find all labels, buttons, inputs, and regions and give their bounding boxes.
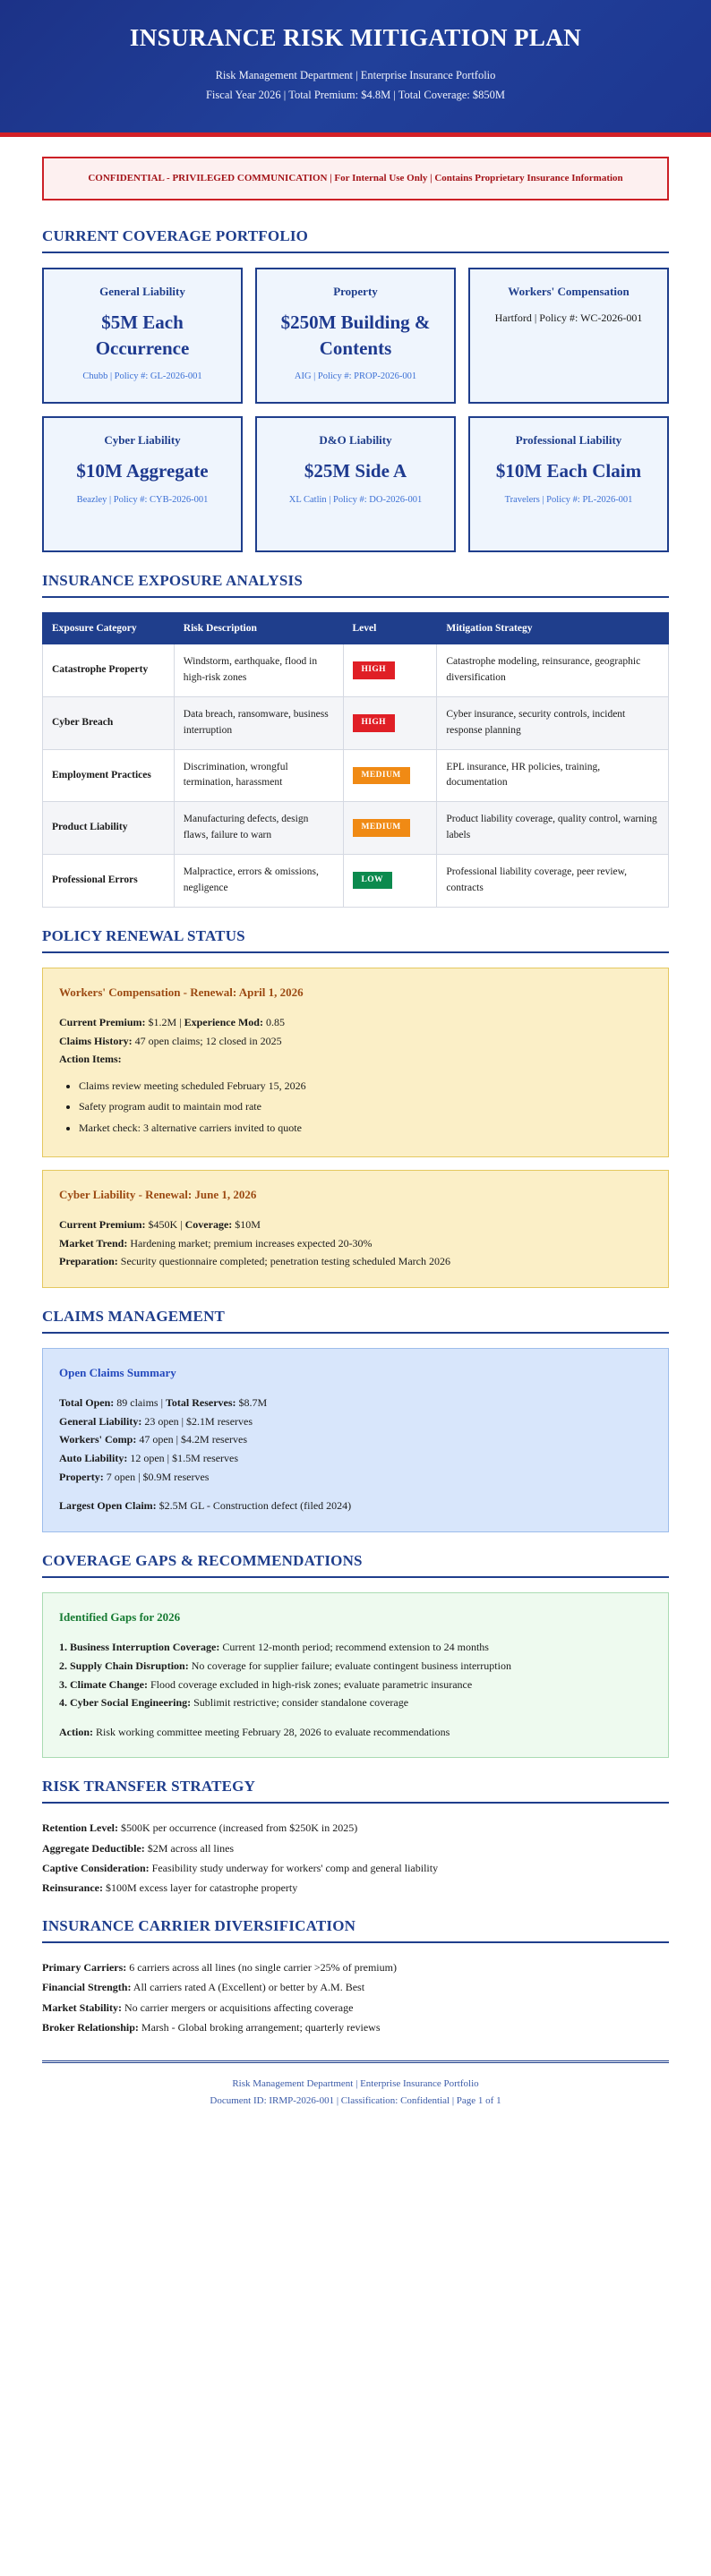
label-workers-comp: Workers' Comp: <box>59 1433 137 1446</box>
label-action: Action: <box>59 1725 93 1738</box>
coverage-card <box>255 268 456 404</box>
document-body <box>0 227 711 2037</box>
claims-total-line <box>59 1394 652 1412</box>
header-subtitle-line-1: Risk Management Department | Enterprise Insurance Portfolio <box>215 69 496 82</box>
coverage-type: D&O Liability <box>319 433 392 448</box>
value-experience-mod: 0.85 <box>262 1015 285 1028</box>
label-retention-level: Retention Level: <box>42 1821 118 1835</box>
cell-category: Cyber Breach <box>43 697 175 750</box>
carrier-detail-list <box>42 1958 669 2037</box>
footer-line-1: Risk Management Department | Enterprise Insurance Portfolio <box>232 2077 479 2089</box>
table-row <box>43 644 669 697</box>
gap-item <box>59 1676 652 1694</box>
renewal-title: Workers' Compensation - Renewal: April 1, 2026 <box>59 985 304 999</box>
renewal-claims-line <box>59 1032 652 1051</box>
cell-level <box>343 644 437 697</box>
renewal-preparation-line <box>59 1252 652 1271</box>
renewal-card-workers-comp <box>42 968 669 1157</box>
section-divider <box>42 252 669 253</box>
detail-line <box>42 1838 669 1858</box>
label-action-items: Action Items: <box>59 1053 122 1066</box>
coverage-type: General Liability <box>99 285 185 299</box>
cell-mitigation: EPL insurance, HR policies, training, documentation <box>437 749 669 802</box>
section-policy-renewal-status <box>42 927 669 1288</box>
cell-description: Data breach, ransomware, business interruption <box>174 697 343 750</box>
section-divider <box>42 1802 669 1804</box>
section-divider <box>42 1576 669 1578</box>
value-workers-comp: 47 open | $4.2M reserves <box>136 1433 248 1446</box>
header-subtitle-line-2: Fiscal Year 2026 | Total Premium: $4.8M | Total Coverage: $850M <box>205 89 506 102</box>
cell-description: Windstorm, earthquake, flood in high-risk zones <box>174 644 343 697</box>
detail-line <box>42 2017 669 2037</box>
coverage-type: Cyber Liability <box>104 433 181 448</box>
label-financial-strength: Financial Strength: <box>42 1981 132 1994</box>
value-general-liability: 23 open | $2.1M reserves <box>141 1414 253 1428</box>
section-heading: POLICY RENEWAL STATUS <box>42 926 245 944</box>
table-body <box>43 644 669 907</box>
label-coverage: Coverage: <box>184 1217 233 1231</box>
coverage-amount: $250M Building & Contents <box>280 311 431 359</box>
coverage-policy-meta: Chubb | Policy #: GL-2026-001 <box>82 371 202 381</box>
value-financial-strength: All carriers rated A (Excellent) or better by A.M. Best <box>131 1981 365 1994</box>
footer-line-2: Document ID: IRMP-2026-001 | Classification: Confidential | Page 1 of 1 <box>210 2095 501 2107</box>
detail-line <box>42 1998 669 2017</box>
coverage-policy-meta: AIG | Policy #: PROP-2026-001 <box>294 371 417 381</box>
value-gap-1: Current 12-month period; recommend extension to 24 months <box>219 1641 489 1654</box>
renewal-premium-line <box>59 1013 652 1032</box>
value-total-open: 89 claims | <box>114 1396 166 1410</box>
value-reinsurance: $100M excess layer for catastrophe property <box>103 1881 298 1895</box>
renewal-card-cyber-liability <box>42 1170 669 1288</box>
cell-level <box>343 749 437 802</box>
section-divider <box>42 1941 669 1943</box>
cell-category: Catastrophe Property <box>43 644 175 697</box>
coverage-card <box>255 416 456 552</box>
section-insurance-exposure-analysis <box>42 572 669 907</box>
document-footer <box>42 2060 669 2146</box>
value-captive-consideration: Feasibility study underway for workers' comp and general liability <box>149 1861 439 1874</box>
claims-box-title: Open Claims Summary <box>59 1365 176 1379</box>
value-property: 7 open | $0.9M reserves <box>103 1470 210 1483</box>
coverage-card-grid <box>42 268 669 552</box>
status-badge: HIGH <box>353 661 395 679</box>
section-divider <box>42 1332 669 1334</box>
value-market-trend: Hardening market; premium increases expected 20-30% <box>127 1236 373 1250</box>
open-claims-summary-card <box>42 1348 669 1532</box>
list-item: • Safety program audit to maintain mod rate <box>79 1097 652 1116</box>
label-current-premium: Current Premium: <box>59 1217 146 1231</box>
coverage-card <box>42 416 243 552</box>
label-gap-1: 1. Business Interruption Coverage: <box>59 1641 220 1654</box>
section-insurance-carrier-diversification <box>42 1917 669 2037</box>
cell-mitigation: Cyber insurance, security controls, incident response planning <box>437 697 669 750</box>
detail-line <box>42 1858 669 1878</box>
column-header-exposure-category: Exposure Category <box>43 613 175 644</box>
confidential-notice-wrapper <box>0 137 711 208</box>
confidential-notice: CONFIDENTIAL - PRIVILEGED COMMUNICATION | For Internal Use Only | Contains Proprietary Insurance Information <box>42 157 669 200</box>
gaps-action-line <box>59 1723 652 1742</box>
value-coverage: $10M <box>232 1217 261 1231</box>
list-item: • Market check: 3 alternative carriers invited to quote <box>79 1119 652 1138</box>
label-gap-3: 3. Climate Change: <box>59 1677 148 1691</box>
coverage-policy-meta: XL Catlin | Policy #: DO-2026-001 <box>288 494 423 505</box>
label-total-open: Total Open: <box>59 1396 115 1410</box>
cell-mitigation: Catastrophe modeling, reinsurance, geographic diversification <box>437 644 669 697</box>
label-aggregate-deductible: Aggregate Deductible: <box>42 1841 145 1855</box>
coverage-amount: $25M Side A <box>304 460 407 482</box>
claims-largest-line <box>59 1497 652 1515</box>
coverage-policy-meta: Travelers | Policy #: PL-2026-001 <box>504 494 633 505</box>
label-general-liability: General Liability: <box>59 1414 142 1428</box>
renewal-premium-line <box>59 1215 652 1234</box>
value-current-premium: $450K | <box>145 1217 185 1231</box>
label-market-stability: Market Stability: <box>42 2000 122 2014</box>
renewal-market-trend-line <box>59 1234 652 1253</box>
label-gap-4: 4. Cyber Social Engineering: <box>59 1696 192 1710</box>
status-badge: HIGH <box>353 714 395 732</box>
label-broker-relationship: Broker Relationship: <box>42 2020 139 2034</box>
claims-line <box>59 1430 652 1449</box>
section-heading: INSURANCE EXPOSURE ANALYSIS <box>42 572 304 590</box>
label-claims-history: Claims History: <box>59 1034 133 1047</box>
coverage-type: Workers' Compensation <box>508 285 630 299</box>
label-property: Property: <box>59 1470 104 1483</box>
cell-mitigation: Professional liability coverage, peer review, contracts <box>437 854 669 907</box>
section-coverage-gaps-recommendations <box>42 1552 669 1758</box>
value-preparation: Security questionnaire completed; penetration testing scheduled March 2026 <box>117 1255 450 1268</box>
value-gap-3: Flood coverage excluded in high-risk zones; evaluate parametric insurance <box>148 1677 473 1691</box>
claims-line <box>59 1468 652 1487</box>
list-item: • Claims review meeting scheduled February 15, 2026 <box>79 1077 652 1096</box>
status-badge: LOW <box>353 872 392 890</box>
section-divider <box>42 596 669 598</box>
gap-item <box>59 1657 652 1676</box>
cell-level <box>343 802 437 855</box>
detail-line <box>42 1818 669 1838</box>
value-auto-liability: 12 open | $1.5M reserves <box>127 1452 239 1465</box>
cell-level <box>343 697 437 750</box>
cell-description: Manufacturing defects, design flaws, failure to warn <box>174 802 343 855</box>
cell-category: Product Liability <box>43 802 175 855</box>
label-current-premium: Current Premium: <box>59 1015 146 1028</box>
coverage-card <box>468 268 669 404</box>
coverage-policy-meta: Beazley | Policy #: CYB-2026-001 <box>76 494 209 505</box>
coverage-card <box>42 268 243 404</box>
table-row <box>43 802 669 855</box>
label-total-reserves: Total Reserves: <box>165 1396 236 1410</box>
renewal-actions-label <box>59 1050 652 1069</box>
renewal-title: Cyber Liability - Renewal: June 1, 2026 <box>59 1187 257 1201</box>
column-header-level: Level <box>343 613 437 644</box>
claims-line <box>59 1412 652 1431</box>
coverage-policy-meta: Hartford | Policy #: WC-2026-001 <box>494 311 643 325</box>
label-reinsurance: Reinsurance: <box>42 1881 103 1895</box>
cell-category: Professional Errors <box>43 854 175 907</box>
table-header <box>43 613 669 644</box>
section-heading: RISK TRANSFER STRATEGY <box>42 1778 256 1796</box>
table-row <box>43 697 669 750</box>
table-header-row <box>43 613 669 644</box>
coverage-card <box>468 416 669 552</box>
claims-line <box>59 1449 652 1468</box>
value-action: Risk working committee meeting February 28, 2026 to evaluate recommendations <box>93 1725 450 1738</box>
cell-description: Malpractice, errors & omissions, negligence <box>174 854 343 907</box>
coverage-type: Professional Liability <box>515 433 622 448</box>
label-market-trend: Market Trend: <box>59 1236 128 1250</box>
cell-description: Discrimination, wrongful termination, harassment <box>174 749 343 802</box>
label-auto-liability: Auto Liability: <box>59 1452 128 1465</box>
value-broker-relationship: Marsh - Global broking arrangement; quarterly reviews <box>138 2020 381 2034</box>
label-experience-mod: Experience Mod: <box>184 1015 263 1028</box>
cell-level <box>343 854 437 907</box>
label-gap-2: 2. Supply Chain Disruption: <box>59 1659 189 1672</box>
coverage-amount: $5M Each Occurrence <box>95 311 190 359</box>
page-title: INSURANCE RISK MITIGATION PLAN <box>129 24 582 51</box>
value-gap-2: No coverage for supplier failure; evaluate contingent business interruption <box>188 1659 511 1672</box>
value-aggregate-deductible: $2M across all lines <box>144 1841 235 1855</box>
coverage-type: Property <box>333 285 378 299</box>
value-retention-level: $500K per occurrence (increased from $250K in 2025) <box>117 1821 358 1835</box>
gap-item <box>59 1693 652 1712</box>
value-market-stability: No carrier mergers or acquisitions affecting coverage <box>122 2000 354 2014</box>
identified-gaps-card <box>42 1592 669 1758</box>
table-row <box>43 854 669 907</box>
section-heading: INSURANCE CARRIER DIVERSIFICATION <box>42 1917 356 1935</box>
gaps-box-title: Identified Gaps for 2026 <box>59 1609 181 1624</box>
value-claims-history: 47 open claims; 12 closed in 2025 <box>132 1034 282 1047</box>
label-preparation: Preparation: <box>59 1255 118 1268</box>
detail-line <box>42 1977 669 1997</box>
risk-transfer-detail-list <box>42 1818 669 1898</box>
column-header-mitigation: Mitigation Strategy <box>437 613 669 644</box>
coverage-amount: $10M Aggregate <box>76 460 209 482</box>
document-header <box>0 0 711 137</box>
section-heading: COVERAGE GAPS & RECOMMENDATIONS <box>42 1551 363 1569</box>
section-divider <box>42 951 669 953</box>
value-current-premium: $1.2M | <box>145 1015 184 1028</box>
cell-category: Employment Practices <box>43 749 175 802</box>
coverage-amount: $10M Each Claim <box>495 460 642 482</box>
column-header-risk-description: Risk Description <box>174 613 343 644</box>
value-primary-carriers: 6 carriers across all lines (no single carrier >25% of premium) <box>126 1961 397 1975</box>
section-heading: CLAIMS MANAGEMENT <box>42 1307 226 1325</box>
label-primary-carriers: Primary Carriers: <box>42 1961 127 1975</box>
section-current-coverage-portfolio <box>42 227 669 552</box>
section-heading: CURRENT COVERAGE PORTFOLIO <box>42 227 309 245</box>
renewal-action-list <box>59 1077 652 1138</box>
status-badge: MEDIUM <box>353 819 410 837</box>
cell-mitigation: Product liability coverage, quality control, warning labels <box>437 802 669 855</box>
detail-line <box>42 1958 669 1977</box>
status-badge: MEDIUM <box>353 767 410 785</box>
gap-item <box>59 1638 652 1657</box>
detail-line <box>42 1878 669 1898</box>
label-largest-open-claim: Largest Open Claim: <box>59 1499 157 1513</box>
section-claims-management <box>42 1308 669 1532</box>
exposure-analysis-table <box>42 612 669 907</box>
label-captive-consideration: Captive Consideration: <box>42 1861 150 1874</box>
value-total-reserves: $8.7M <box>236 1396 268 1410</box>
value-gap-4: Sublimit restrictive; consider standalone coverage <box>191 1696 409 1710</box>
value-largest-open-claim: $2.5M GL - Construction defect (filed 2024) <box>156 1499 352 1513</box>
table-row <box>43 749 669 802</box>
section-risk-transfer-strategy <box>42 1778 669 1898</box>
